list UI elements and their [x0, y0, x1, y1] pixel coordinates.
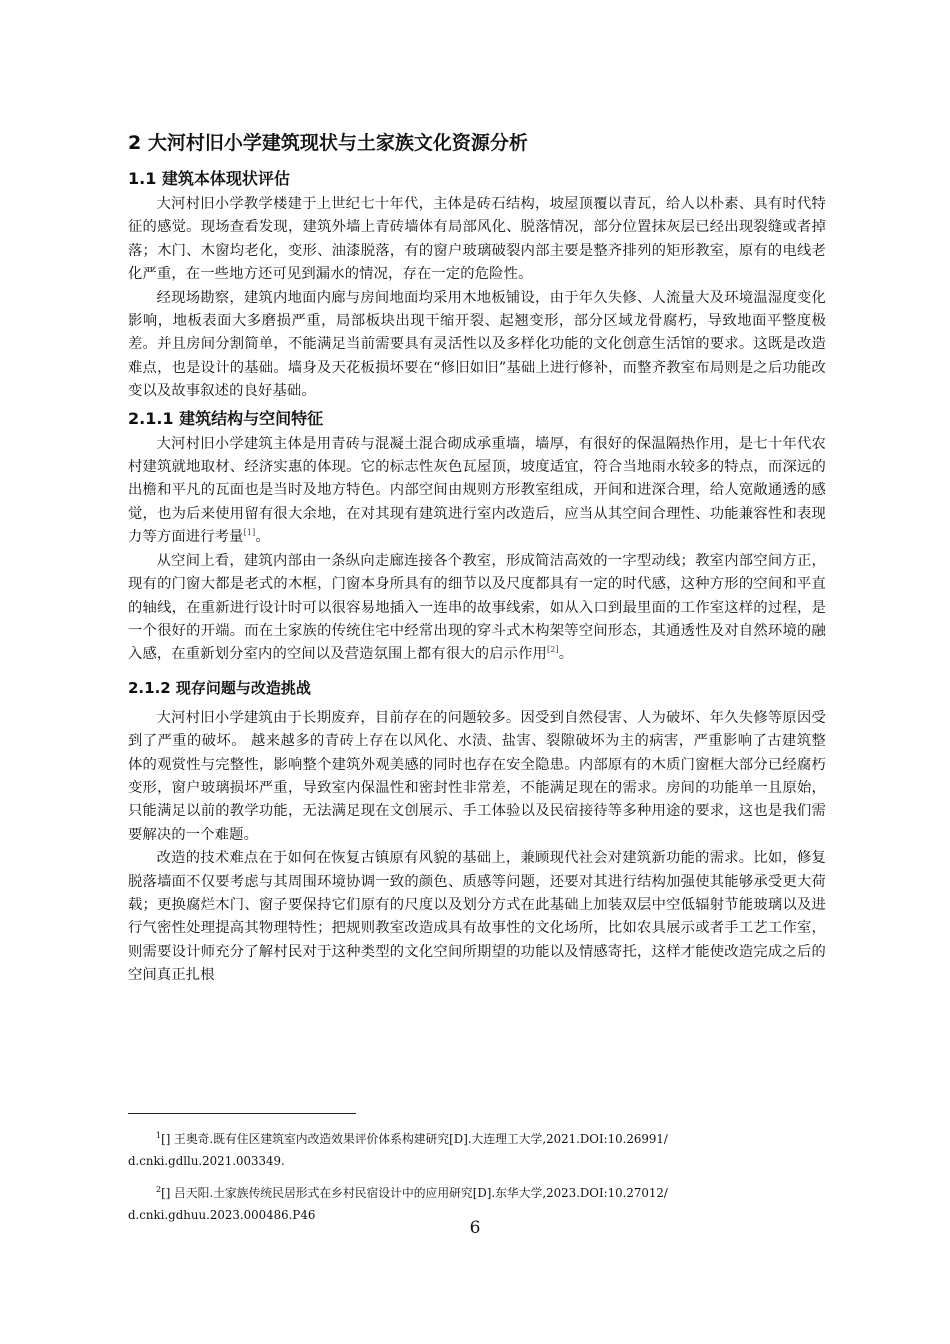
footnote-mark: 2 — [156, 1185, 162, 1195]
paragraph-text: 从空间上看，建筑内部由一条纵向走廊连接各个教室，形成简洁高效的一字型动线；教室内部空间方正，现有的门窗大都是老式的木框，门窗本身所具有的细节以及尺度都具有一定的时代感，这种方形的空间和平直的轴线，在重新进行设计时可以很容易地插入一连串的故事线索，如从入口到最里面的工作室这样的过程，是一个很好的开端。而在土家族的传统住宅中经常出现的穿斗式木构架等空间形态，其通透性及对自然环境的融入感，在重新划分室内的空间以及营造氛围上都有很大的启示作用 — [128, 552, 826, 663]
paragraph: 经现场勘察，建筑内地面内廊与房间地面均采用木地板铺设，由于年久失修、人流量大及环境温湿度变化影响，地板表面大多磨损严重，局部板块出现干缩开裂、起翘变形，部分区域龙骨腐朽，导致地面平整度极差。并且房间分割简单，不能满足当前需要具有灵活性以及多样化功能的文化创意生活馆的要求。这既是改造难点，也是设计的基础。墙身及天花板损坏要在“修旧如旧”基础上进行修补，而整齐教室布局则是之后功能改变以及故事叙述的良好基础。 — [128, 289, 826, 400]
section-heading-2-1-1: 2.1.1 建筑结构与空间特征 — [128, 408, 324, 428]
citation-ref: [2] — [546, 645, 559, 655]
footnote-text: [] 王奥奇.既有住区建筑室内改造效果评价体系构建研究[D].大连理工大学,2021.DOI:10.26991/ — [161, 1132, 668, 1146]
footnote-mark: 1 — [156, 1131, 162, 1141]
paragraph-text: 大河村旧小学建筑主体是用青砖与混凝土混合砌成承重墙，墙厚，有很好的保温隔热作用，是七十年代农村建筑就地取材、经济实惠的体现。它的标志性灰色瓦屋顶，坡度适宜，符合当地雨水较多的特点，而深远的出檐和平凡的瓦面也是当时及地方特色。内部空间由规则方形教室组成，开间和进深合理，给人宽敞通透的感觉，也为后来使用留有很大余地，在对其现有建筑进行室内改造后，应当从其空间合理性、功能兼容性和表现力等方面进行考量 — [128, 435, 826, 546]
footnote-text: [] 吕天阳.土家族传统民居形式在乡村民宿设计中的应用研究[D].东华大学,2023.DOI:10.27012/ — [161, 1186, 668, 1200]
paragraph: 改造的技术难点在于如何在恢复古镇原有风貌的基础上，兼顾现代社会对建筑新功能的需求。比如，修复脱落墙面不仅要考虑与其周围环境协调一致的颜色、质感等问题，还要对其进行结构加强使其能够承受更大荷载；更换腐烂木门、窗子要保持它们原有的尺度以及划分方式在此基础上加装双层中空低辐射节能玻璃以及进行气密性处理提高其物理特性；把规则教室改造成具有故事性的文化场所，比如农具展示或者手工艺工作室，则需要设计师充分了解村民对于这种类型的文化空间所期望的功能以及情感寄托，这样才能使改造完成之后的空间真正扎根 — [128, 850, 826, 984]
footnote — [128, 1128, 788, 1172]
chapter-heading: 2 大河村旧小学建筑现状与土家族文化资源分析 — [128, 132, 528, 154]
paragraph — [128, 433, 826, 550]
page-number: 6 — [469, 1218, 481, 1238]
body-content — [128, 128, 826, 988]
paragraph-end: 。 — [558, 646, 574, 663]
paragraph — [128, 550, 826, 667]
citation-ref: [1] — [243, 528, 256, 538]
section-heading-2-1-2: 2.1.2 现存问题与改造挑战 — [128, 678, 311, 697]
footnote-divider — [128, 1113, 356, 1114]
paragraph-end: 。 — [255, 529, 270, 546]
paragraph: 大河村旧小学建筑由于长期废弃，目前存在的问题较多。因受到自然侵害、人为破坏、年久失修等原因受到了严重的破坏。 越来越多的青砖上存在以风化、水渍、盐害、裂隙破坏为主的病害，严重影响了古建筑整体的观赏性与完整性，影响整个建筑外观美感的同时也存在安全隐患。内部原有的木质门窗框大部分已经腐朽变形，窗户玻璃损坏严重，导致室内保温性和密封性非常差，不能满足现在的需求。房间的功能单一且原始，只能满足以前的教学功能，无法满足现在文创展示、手工体验以及民宿接待等多种用途的要求，这也是我们需要解决的一个难题。 — [128, 709, 826, 843]
footnote-text-cont: d.cnki.gdllu.2021.003349. — [128, 1154, 285, 1168]
paragraph: 大河村旧小学教学楼建于上世纪七十年代，主体是砖石结构，坡屋顶覆以青瓦，给人以朴素、具有时代特征的感觉。现场查看发现，建筑外墙上青砖墙体有局部风化、脱落情况，部分位置抹灰层已经出现裂缝或者掉落；木门、木窗均老化，变形、油漆脱落，有的窗户玻璃破裂内部主要是整齐排列的矩形教室，原有的电线老化严重，在一些地方还可见到漏水的情况，存在一定的危险性。 — [128, 196, 826, 283]
section-heading-1-1: 1.1 建筑本体现状评估 — [128, 169, 290, 188]
footnote-text-cont: d.cnki.gdhuu.2023.000486.P46 — [128, 1208, 316, 1222]
